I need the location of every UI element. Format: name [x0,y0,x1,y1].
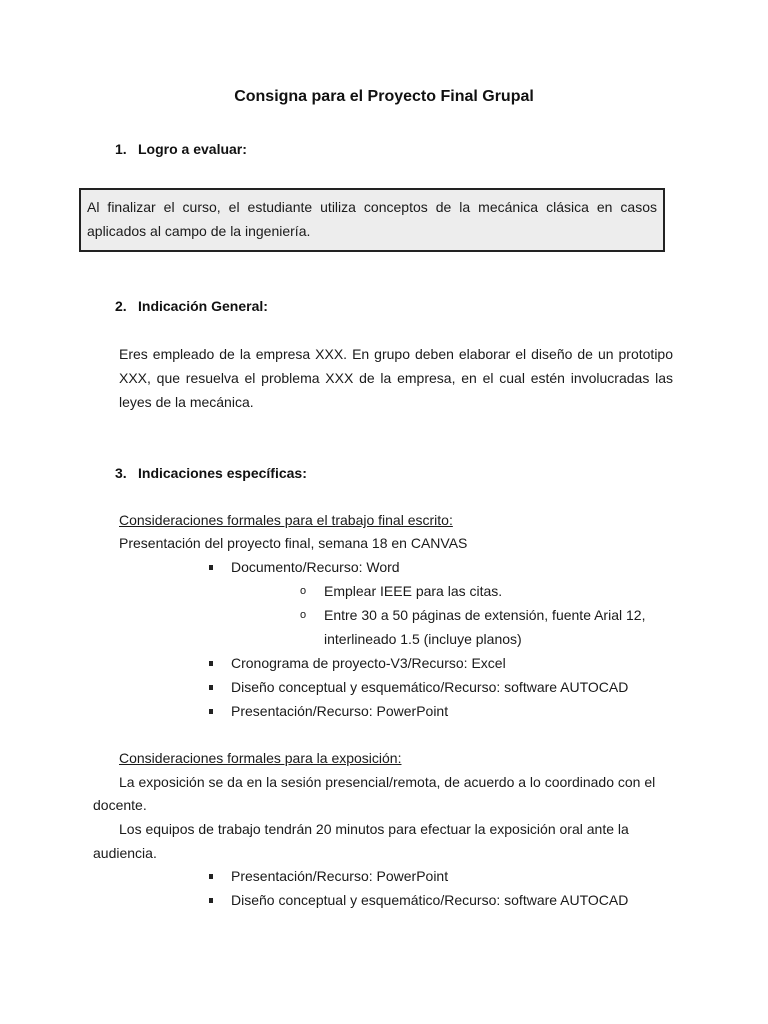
logro-text: Al finalizar el curso, el estudiante utiliza conceptos de la mecánica clásica en casos aplicados al campo de la ingeniería. [87,199,657,239]
square-bullet-icon [209,874,213,879]
written-intro: Presentación del proyecto final, semana 18 en CANVAS [119,535,468,551]
general-indication-paragraph: Eres empleado de la empresa XXX. En grupo deben elaborar el diseño de un prototipo XXX, que resuelva el problema XXX de la empresa, en el cual estén involucradas las leyes de la mecánica. [119,346,673,410]
exposition-considerations-heading: Consideraciones formales para la exposición: [119,750,402,766]
logro-box [79,188,665,252]
exposition-bullet-item: Presentación/Recurso: PowerPoint [231,868,449,884]
section-2-number: 2. [115,298,127,314]
document-title: Consigna para el Proyecto Final Grupal [234,88,534,105]
exposition-paragraph-2-line-1: Los equipos de trabajo tendrán 20 minutos para efectuar la exposición oral ante la [119,821,629,837]
written-bullet-item: Presentación/Recurso: PowerPoint [231,703,449,719]
exposition-paragraph-1-line-2: docente. [93,797,147,813]
exposition-paragraph-2-line-2: audiencia. [93,845,157,861]
written-bullet-item: Diseño conceptual y esquemático/Recurso: software AUTOCAD [231,679,629,695]
exposition-bullet-item: Diseño conceptual y esquemático/Recurso: software AUTOCAD [231,892,629,908]
section-2-title: Indicación General: [138,298,268,314]
written-bullet-item: Cronograma de proyecto-V3/Recurso: Excel [231,655,506,671]
circle-bullet-icon: o [300,585,307,597]
square-bullet-icon [209,709,213,714]
exposition-paragraph-1-line-1: La exposición se da en la sesión presencial/remota, de acuerdo a lo coordinado con el [119,774,656,790]
square-bullet-icon [209,898,213,903]
written-considerations-heading: Consideraciones formales para el trabajo final escrito: [119,512,453,528]
section-3-heading [115,465,307,481]
square-bullet-icon [209,685,213,690]
written-bullet-item: Documento/Recurso: Word [231,559,400,575]
written-subbullet-item: Entre 30 a 50 páginas de extensión, fuente Arial 12, [324,607,646,623]
section-1-number: 1. [115,141,127,157]
section-1-heading [115,141,247,157]
square-bullet-icon [209,661,213,666]
square-bullet-icon [209,565,213,570]
section-2-heading [115,298,268,314]
section-1-title: Logro a evaluar: [138,141,247,157]
section-3-number: 3. [115,465,127,481]
written-subbullet-item: Emplear IEEE para las citas. [324,583,503,599]
circle-bullet-icon: o [300,609,307,621]
section-3-title: Indicaciones específicas: [138,465,307,481]
written-subbullet-continuation: interlineado 1.5 (incluye planos) [324,631,522,647]
